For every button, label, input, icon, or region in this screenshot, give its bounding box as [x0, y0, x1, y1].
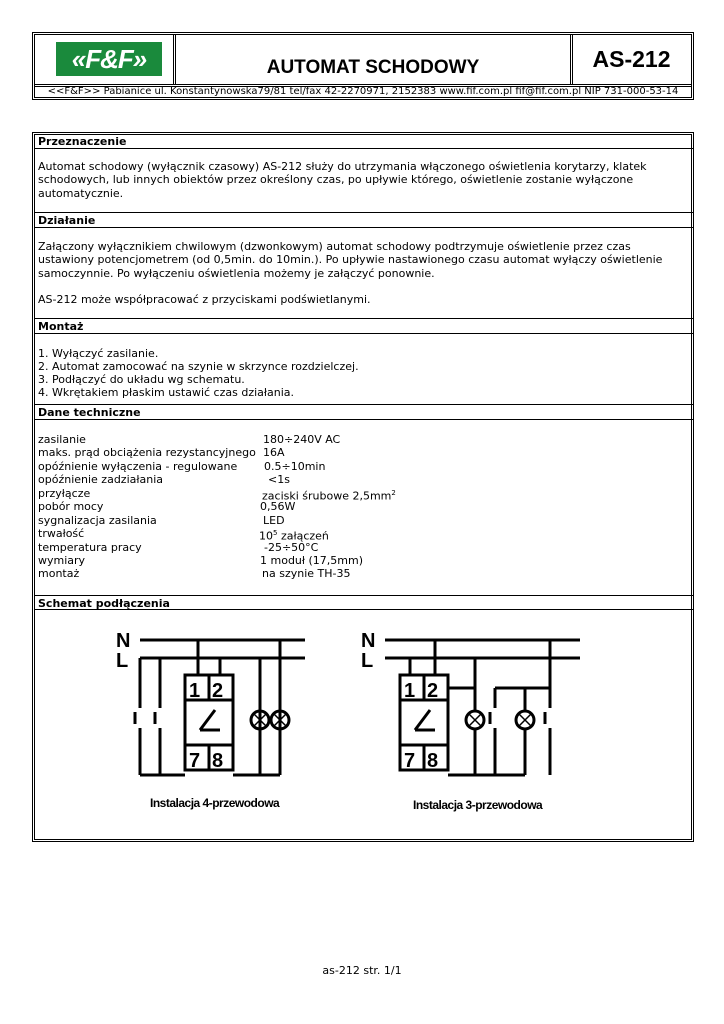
spec-value-pre: 10	[259, 529, 273, 543]
terminal-7: 7	[404, 750, 416, 772]
spec-value: 16A	[263, 446, 285, 459]
spec-label: przyłącze	[38, 487, 91, 500]
caption-4-wire: Instalacja 4-przewodowa	[150, 796, 280, 810]
wiring-diagram-4-wire	[110, 620, 310, 790]
divider	[34, 227, 694, 228]
operation-heading: Działanie	[38, 214, 96, 227]
page-title: AUTOMAT SCHODOWY	[266, 57, 480, 78]
company-address: <<F&F>> Pabianice ul. Konstantynowska79/81 tel/fax 42-2270971, 2152383 www.fif.com.pl fif@fif.com.pl NIP 731-000-53-14	[47, 86, 679, 97]
spec-label: opóźnienie zadziałania	[38, 473, 164, 486]
wiring-diagram-3-wire	[355, 620, 585, 790]
spec-value: 180÷240V AC	[263, 433, 341, 446]
spec-value: <1s	[268, 473, 290, 486]
mounting-step: 3. Podłączyć do układu wg schematu.	[38, 373, 245, 386]
spec-label: montaż	[38, 567, 80, 580]
spec-value: -25÷50°C	[264, 541, 319, 554]
operation-text-1: Załączony wyłącznikiem chwilowym (dzwonkowym) automat schodowy podtrzymuje oświetlenie przez czas ustawiony potencjometrem (od 0,5min. do 10min.). Po upływie nastawionego czasu automat wyłączy oświetlenie samoczynnie. Po wyłączeniu oświetlenia możemy je załączyć ponownie.	[38, 240, 663, 280]
divider	[34, 404, 694, 405]
caption-3-wire: Instalacja 3-przewodowa	[413, 798, 543, 812]
schema-heading: Schemat podłączenia	[38, 597, 170, 610]
live-label: L	[116, 650, 129, 672]
spec-label: zasilanie	[38, 433, 86, 446]
spec-value: załączeń	[277, 529, 329, 543]
page-footer: as-212 str. 1/1	[322, 964, 402, 977]
terminal-2: 2	[427, 680, 439, 702]
terminal-8: 8	[212, 750, 224, 772]
mounting-step: 1. Wyłączyć zasilanie.	[38, 347, 159, 360]
spec-label: temperatura pracy	[38, 541, 142, 554]
divider	[34, 148, 694, 149]
terminal-1: 1	[189, 680, 201, 702]
neutral-label: N	[361, 630, 376, 652]
spec-value: LED	[263, 514, 285, 527]
neutral-label: N	[116, 630, 131, 652]
spec-label: pobór mocy	[38, 500, 104, 513]
operation-text-2: AS-212 może współpracować z przyciskami podświetlanymi.	[38, 293, 371, 306]
divider	[34, 419, 694, 420]
spec-value: 1 moduł (17,5mm)	[260, 554, 364, 567]
terminal-2: 2	[212, 680, 224, 702]
spec-value: 0.5÷10min	[264, 460, 326, 473]
live-label: L	[361, 650, 374, 672]
spec-label: opóźnienie wyłączenia - regulowane	[38, 460, 238, 473]
spec-label: wymiary	[38, 554, 86, 567]
mounting-step: 2. Automat zamocować na szynie w skrzynce rozdzielczej.	[38, 360, 359, 373]
spec-value: zaciski śrubowe 2,5mm	[262, 489, 392, 503]
divider	[34, 318, 694, 319]
terminal-1: 1	[404, 680, 416, 702]
divider	[34, 595, 694, 596]
terminal-7: 7	[189, 750, 201, 772]
spec-value: 0,56W	[260, 500, 296, 513]
spec-label: maks. prąd obciążenia rezystancyjnego	[38, 446, 256, 459]
purpose-heading: Przeznaczenie	[38, 135, 127, 148]
divider	[34, 609, 694, 610]
mounting-heading: Montaż	[38, 320, 84, 333]
ff-logo: «F&F»	[56, 42, 162, 76]
logo-cell	[34, 34, 176, 84]
purpose-text: Automat schodowy (wyłącznik czasowy) AS-212 służy do utrzymania włączonego oświetlenia korytarzy, klatek schodowych, lub innych obiektów przez określony czas, po upływie którego, oświetlenie zostanie wyłączone automatycznie.	[38, 160, 647, 200]
terminal-8: 8	[427, 750, 439, 772]
spec-value: na szynie TH-35	[262, 567, 351, 580]
divider	[34, 333, 694, 334]
spec-sup: 2	[391, 489, 396, 497]
spec-label: trwałość	[38, 527, 85, 540]
mounting-step: 4. Wkrętakiem płaskim ustawić czas działania.	[38, 386, 295, 399]
divider	[34, 212, 694, 213]
specs-heading: Dane techniczne	[38, 406, 141, 419]
spec-sup: 5	[273, 529, 278, 537]
spec-label: sygnalizacja zasilania	[38, 514, 157, 527]
model-number: AS-212	[570, 34, 690, 84]
